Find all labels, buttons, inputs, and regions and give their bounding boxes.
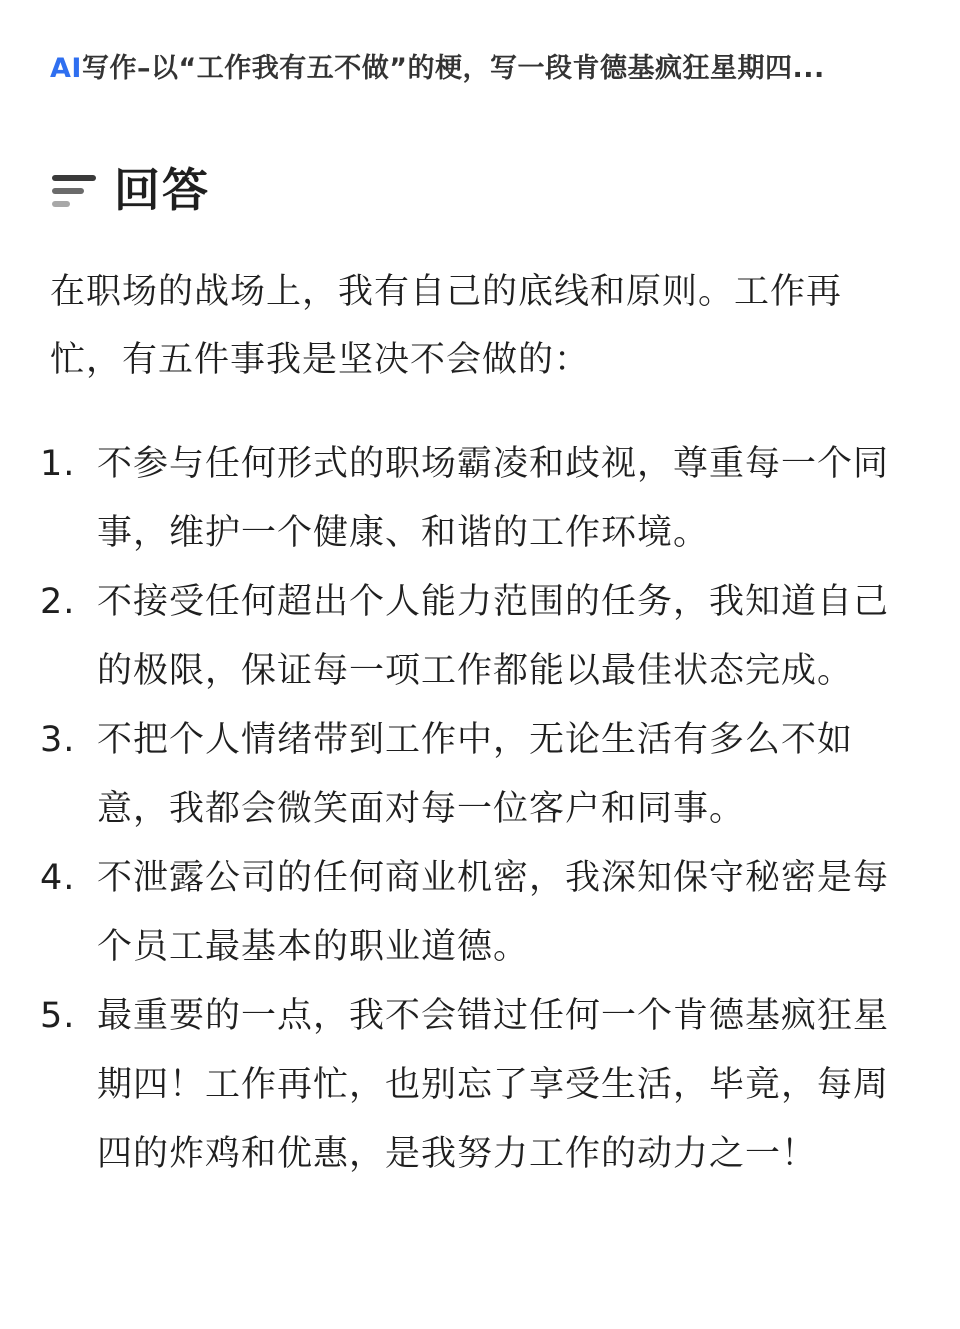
ai-badge: AI xyxy=(50,53,82,84)
list-item xyxy=(40,706,902,844)
query-title-text: 写作–以“工作我有五不做”的梗，写一段肯德基疯狂星期四... xyxy=(81,53,825,84)
list-item xyxy=(40,844,902,982)
list-item-number: 5. xyxy=(40,996,76,1036)
list-item xyxy=(40,430,902,568)
list-item-number: 2. xyxy=(40,582,76,622)
list-item-number: 1. xyxy=(40,444,76,484)
list-item xyxy=(40,982,902,1189)
answer-lines-icon xyxy=(50,167,96,213)
list-item xyxy=(40,568,902,706)
answer-list xyxy=(40,430,902,1189)
list-item-text: 不把个人情绪带到工作中，无论生活有多么不如意，我都会微笑面对每一位客户和同事。 xyxy=(97,720,854,829)
list-item-text: 不参与任何形式的职场霸凌和歧视，尊重每一个同事，维护一个健康、和谐的工作环境。 xyxy=(97,444,890,553)
list-item-number: 3. xyxy=(40,720,76,760)
list-item-text: 不泄露公司的任何商业机密，我深知保守秘密是每个员工最基本的职业道德。 xyxy=(97,858,890,967)
query-title[interactable] xyxy=(50,48,910,90)
answer-intro: 在职场的战场上，我有自己的底线和原则。工作再忙，有五件事我是坚决不会做的： xyxy=(50,272,843,380)
list-item-number: 4. xyxy=(40,858,76,898)
list-item-text: 最重要的一点，我不会错过任何一个肯德基疯狂星期四！工作再忙，也别忘了享受生活，毕竟，每周四的炸鸡和优惠，是我努力工作的动力之一！ xyxy=(97,996,890,1174)
list-item-text: 不接受任何超出个人能力范围的任务，我知道自己的极限，保证每一项工作都能以最佳状态完成。 xyxy=(97,582,890,691)
answer-header xyxy=(50,160,210,220)
answer-heading: 回答 xyxy=(114,163,210,217)
